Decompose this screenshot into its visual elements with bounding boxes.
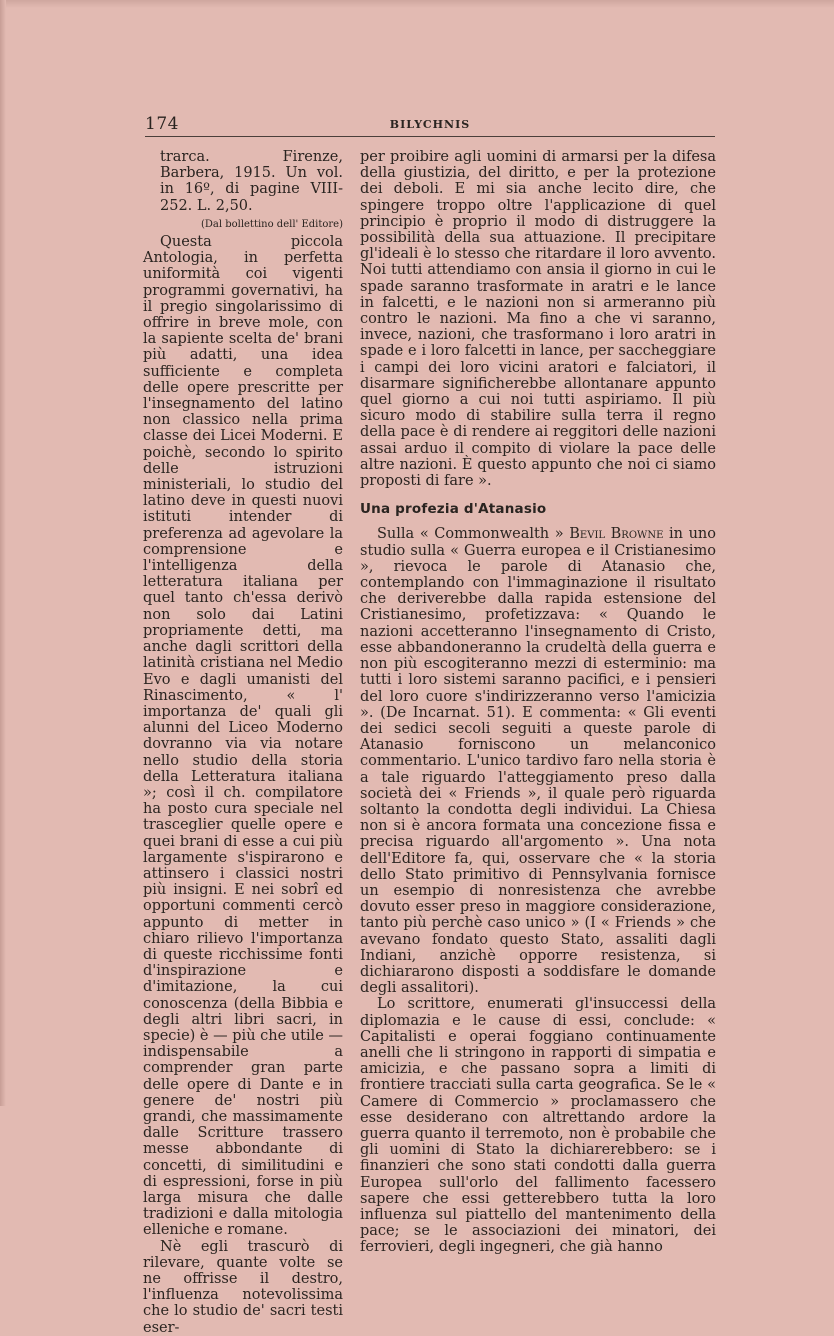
paragraph: Lo scrittore, enumerati gl'insuccessi della diplomazia e le cause di essi, conclude: « Capitalisti e operai foggiano continuamente anelli che li stringono in rapporti di simpatia e amicizia, e che passano sopra a limiti di frontiere tracciati sulla carta geografica. Se le « Camere di Commercio » proclamassero che esse desiderano con altrettando ardore la guerra quanto il terremoto, non è probabile che gli uomini di Stato la dichiarerebbero: se i finanzieri che sono stati condotti dalla guerra Europea sull'orlo del fallimento facessero sapere che essi getterebbero tutta la loro influenza sul piattello del mantenimento della pace; se le associazioni dei minatori, dei ferrovieri, degli ingegneri, che già hanno [360,996,716,1256]
section-title: Una profezia d'Atanasio [360,501,547,518]
page-number: 174 [145,114,179,134]
right-column [360,149,716,1256]
paragraph-text: Sulla « Commonwealth » [377,526,570,543]
page-left-edge [0,0,6,1106]
running-head: BILYCHNIS [389,118,471,131]
paragraph [360,526,716,996]
author-name: Bevil Browne [569,526,664,543]
page-header [145,114,715,136]
paragraph: per proibire agli uomini di armarsi per la difesa della giustizia, del diritto, e per la protezione dei deboli. E mi sia anche lecito dire, che spingere troppo oltre l'applicazione di quel principio è proprio il modo di distruggere la possibilità della sua attuazione. Il precipitare gl'ideali è lo stesso che ritardare il loro avvento. Noi tutti attendiamo con ansia il giorno in cui le spade saranno trasformate in aratri e le lance in falcetti, e le nazioni non si armeranno più contro le nazioni. Ma fino a che vi saranno, invece, nazioni, che trasformano i loro aratri in spade e i loro falcetti in lance, per saccheggiare i campi dei loro vicini aratori e falciatori, il disarmare significherebbe allontanare appunto quel giorno a cui noi tutti aspiriamo. Il più sicuro modo di stabilire sulla terra il regno della pace è di rendere ai reggitori delle nazioni assai arduo il compito di violare la pace delle altre nazioni. È questo appunto che noi ci siamo proposti di fare ». [360,149,716,490]
paragraph-text: in uno studio sulla « Guerra europea e il Cristianesimo », rievoca le parole di Atanasio che, contemplando con l'immaginazione il risultato che deriverebbe dalla rapida estensione del Cristianesimo, profetizzava: « Quando le nazioni accetteranno l'insegnamento di Cristo, esse abbandoneranno la crudeltà della guerra e non più escogiteranno mezzi di esterminio: ma tutti i loro sistemi saranno pacifici, e i pensieri del loro cuore s'indirizzeranno verso l'amicizia ». (De Incarnat. 51). E commenta: « Gli eventi dei sedici secoli seguiti a queste parole di Atanasio forniscono un melanconico commentario. L'unico tardivo faro nella storia è a tale riguardo l'atteggiamento preso dalla società dei « Friends », il quale però riguarda soltanto la condotta degli individui. La Chiesa non si è ancora formata una concezione fissa e precisa riguardo all'argomento ». Una nota dell'Editore fa, qui, osservare che « la storia dello Stato primitivo di Pennsylvania fornisce un esempio di nonresistenza che avrebbe dovuto esser preso in maggiore considerazione, tanto più perchè caso unico » (I « Friends » che avevano fondato questo Stato, assaliti dagli Indiani, anzichè opporre resistenza, si dichiararono disposti a soddisfare le domande degli assalitori). [360,526,717,997]
page-top-edge [0,0,834,8]
header-rule [145,136,715,137]
paragraph: Nè egli trascurò di rilevare, quante volte se ne offrisse il destro, l'influenza notevolissima che lo studio de' sacri testi eser- [143,1238,343,1336]
left-column [143,149,343,1336]
source-note: (Dal bollettino dell' Editore) [200,218,343,230]
paragraph: Questa piccola Antologia, in perfetta uniformità coi vigenti programmi governativi, ha il pregio singolarissimo di offrire in breve mole, con la sapiente scelta de' brani più adatti, una idea sufficiente e completa delle opere prescritte per l'insegnamento del latino non classico nella prima classe dei Licei Moderni. E poichè, secondo lo spirito delle istruzioni ministeriali, lo studio del latino deve in questi nuovi istituti intender di preferenza ad agevolare la comprensione e l'intelligenza della letteratura italiana per quel tanto ch'essa derivò non solo dai Latini propriamente detti, ma anche dagli scrittori della latinità cristiana nel Medio Evo e dagli umanisti del Rinascimento, « l' importanza de' quali gli alunni del Liceo Moderno dovranno via via notare nello studio della storia della Letteratura italiana »; così il ch. compilatore ha posto cura speciale nel trasceglier quelle opere e quei brani di esse a cui più largamente s'ispirarono e attinsero i classici nostri più insigni. E nei sobrî ed opportuni commenti cercò appunto di metter in chiaro rilievo l'importanza di queste ricchissime fonti d'inspirazione e d'imitazione, la cui conoscenza (della Bibbia e degli altri libri sacri, in specie) è — più che utile — indispensabile a comprender gran parte delle opere di Dante e in genere de' nostri più grandi, che massimamente dalle Scritture trassero messe abbondante di concetti, di similitudini e di espressioni, forse in più larga misura che dalle tradizioni e dalla mitologia elleniche e romane. [143,234,343,1239]
bibliographic-entry: trarca. Firenze, Barbera, 1915. Un vol. in 16º, di pagine VIII-252. L. 2,50. [160,149,343,214]
